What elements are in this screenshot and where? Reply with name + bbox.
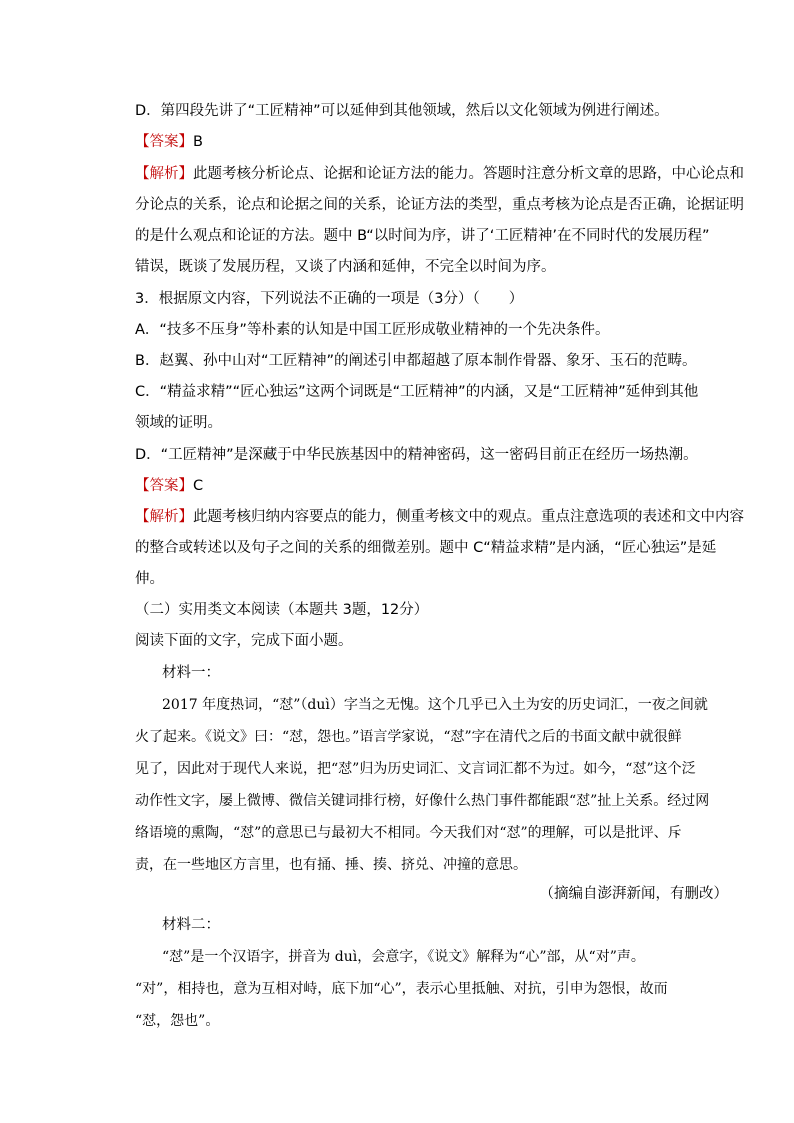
material-2-text: “怼，怨也”。 xyxy=(135,1013,220,1029)
answer-value: C xyxy=(193,478,204,494)
option-d-q2: D．第四段先讲了“工匠精神”可以延伸到其他领域，然后以文化领域为例进行阐述。 xyxy=(135,103,669,119)
section-heading: （二）实用类文本阅读（本题共 3题，12分） xyxy=(135,602,429,618)
analysis-tag: 【解析】 xyxy=(135,509,193,525)
answer-tag: 【答案】 xyxy=(135,478,193,494)
material-2-text: “怼”是一个汉语字，拼音为 duì，会意字，《说文》解释为“心”部，从“对”声。 xyxy=(162,949,645,965)
analysis-text: 的整合或转述以及句子之间的关系的细微差别。题中 C“精益求精”是内涵，“匠心独运”是延 xyxy=(135,540,717,556)
material-1-label: 材料一： xyxy=(162,665,220,681)
material-1-text: 2017 年度热词，“怼”（duì）字当之无愧。这个几乎已入土为安的历史词汇，一夜之间就 xyxy=(162,697,708,713)
analysis-text: 的是什么观点和论证的方法。题中 B“以时间为序，讲了‘工匠精神’在不同时代的发展历程” xyxy=(135,228,710,244)
material-1-text: 责，在一些地区方言里，也有捅、捶、揍、挤兑、冲撞的意思。 xyxy=(135,857,527,873)
option-b: B．赵翼、孙中山对“工匠精神”的阐述引申都超越了原本制作骨器、象牙、玉石的范畴。 xyxy=(135,353,697,369)
option-c-cont: 领域的证明。 xyxy=(135,415,222,431)
analysis-text: 伸。 xyxy=(135,571,164,587)
material-1-text: 络语境的熏陶，“怼”的意思已与最初大不相同。今天我们对“怼”的理解，可以是批评、斥 xyxy=(135,825,682,841)
analysis-line-1 xyxy=(135,164,744,184)
analysis-line-2 xyxy=(135,507,744,527)
material-1-text: 见了，因此对于现代人来说，把“怼”归为历史词汇、文言词汇都不为过。如今，“怼”这个泛 xyxy=(135,761,696,777)
material-2-label: 材料二： xyxy=(162,917,220,933)
option-c: C．“精益求精”“匠心独运”这两个词既是“工匠精神”的内涵，又是“工匠精神”延伸到其他 xyxy=(135,384,699,400)
analysis-text: 分论点的关系，论点和论据之间的关系，论证方法的类型，重点考核为论点是否正确，论据证明 xyxy=(135,197,744,213)
answer-line-2 xyxy=(135,476,203,496)
analysis-tag: 【解析】 xyxy=(135,166,193,182)
option-d: D．“工匠精神”是深藏于中华民族基因中的精神密码，这一密码目前正在经历一场热潮。 xyxy=(135,447,698,463)
question-3: 3．根据原文内容，下列说法不正确的一项是（3分）（ ） xyxy=(135,291,524,307)
material-1-text: 动作性文字，屡上微博、微信关键词排行榜，好像什么热门事件都能跟“怼”扯上关系。经过网 xyxy=(135,793,710,809)
instruction: 阅读下面的文字，完成下面小题。 xyxy=(135,633,353,649)
material-1-text: 火了起来。《说文》曰：“怼，怨也。”语言学家说，“怼”字在清代之后的书面文献中就很鲜 xyxy=(135,729,682,745)
analysis-text: 此题考核归纳内容要点的能力，侧重考核文中的观点。重点注意选项的表述和文中内容 xyxy=(193,509,744,525)
source-note: （摘编自澎湃新闻，有删改） xyxy=(539,886,728,902)
material-2-text: “对”，相持也，意为互相对峙，底下加“心”，表示心里抵触、对抗，引申为怨恨，故而 xyxy=(135,981,668,997)
answer-value: B xyxy=(193,134,203,150)
option-a: A．“技多不压身”等朴素的认知是中国工匠形成敬业精神的一个先决条件。 xyxy=(135,322,610,338)
answer-tag: 【答案】 xyxy=(135,134,193,150)
analysis-text: 此题考核分析论点、论据和论证方法的能力。答题时注意分析文章的思路，中心论点和 xyxy=(193,166,744,182)
analysis-text: 错误，既谈了发展历程，又谈了内涵和延伸，不完全以时间为序。 xyxy=(135,259,556,275)
answer-line-1 xyxy=(135,132,203,152)
